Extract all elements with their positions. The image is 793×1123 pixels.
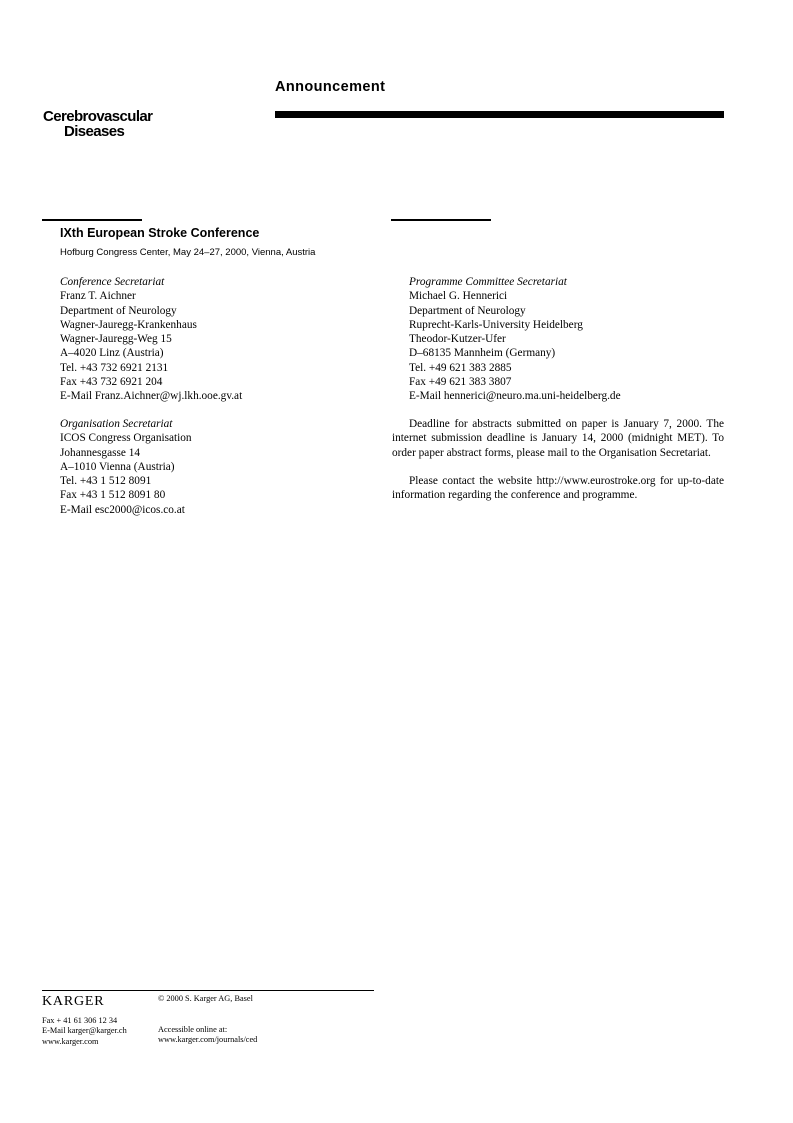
address-line: A–4020 Linz (Austria)	[60, 347, 164, 360]
phone-line: Tel. +43 732 6921 2131	[60, 361, 169, 374]
online-access	[158, 1025, 257, 1046]
column-rule-left	[42, 219, 142, 221]
publisher-contact	[42, 1016, 127, 1047]
fax-line: Fax +43 732 6921 204	[60, 376, 163, 389]
address-line: Michael G. Hennerici	[409, 290, 508, 303]
phone-line: Tel. +49 621 383 2885	[409, 361, 512, 374]
address-line: D–68135 Mannheim (Germany)	[409, 347, 556, 360]
header-rule	[275, 111, 724, 118]
journal-logo	[43, 109, 152, 139]
column-rule-right	[391, 219, 491, 221]
email-line: E-Mail esc2000@icos.co.at	[60, 503, 185, 516]
address-line: Department of Neurology	[409, 304, 526, 317]
programme-secretariat	[409, 275, 621, 404]
address-line: Wagner-Jauregg-Weg 15	[60, 333, 172, 346]
address-line: Wagner-Jauregg-Krankenhaus	[60, 318, 197, 331]
address-line: Ruprecht-Karls-University Heidelberg	[409, 318, 583, 331]
online-access-label: Accessible online at:	[158, 1025, 228, 1034]
footer-rule	[42, 990, 374, 991]
address-line: A–1010 Vienna (Austria)	[60, 460, 175, 473]
address-line: ICOS Congress Organisation	[60, 432, 192, 445]
phone-line: Tel. +43 1 512 8091	[60, 475, 152, 488]
journal-logo-line1: Cerebrovascular	[43, 108, 153, 125]
organisation-secretariat	[60, 417, 192, 517]
conference-secretariat-heading: Conference Secretariat	[60, 276, 165, 288]
deadline-paragraph: Deadline for abstracts submitted on paper is January 7, 2000. The internet submission deadline is January 14, 2000 (midnight MET). To order paper abstract forms, please mail to the Organisation Secretariat.	[392, 418, 724, 459]
fax-line: Fax +49 621 383 3807	[409, 376, 512, 389]
organisation-secretariat-heading: Organisation Secretariat	[60, 418, 173, 430]
section-label: Announcement	[275, 79, 386, 95]
publisher-email: E-Mail karger@karger.ch	[42, 1026, 127, 1036]
website-paragraph: Please contact the website http://www.eurostroke.org for up-to-date information regarding the conference and programme.	[392, 475, 724, 502]
publisher-fax: Fax + 41 61 306 12 34	[42, 1016, 118, 1025]
address-line: Franz T. Aichner	[60, 290, 136, 303]
programme-secretariat-heading: Programme Committee Secretariat	[409, 276, 567, 288]
journal-logo-line2: Diseases	[64, 123, 125, 140]
address-line: Theodor-Kutzer-Ufer	[409, 333, 506, 346]
publisher-website: www.karger.com	[42, 1036, 99, 1046]
address-line: Johannesgasse 14	[60, 446, 141, 459]
email-line: E-Mail hennerici@neuro.ma.uni-heidelberg.de	[409, 390, 621, 403]
karger-logo: KARGER	[42, 994, 105, 1009]
conference-subtitle: Hofburg Congress Center, May 24–27, 2000, Vienna, Austria	[60, 247, 316, 258]
address-line: Department of Neurology	[60, 304, 177, 317]
online-access-url: www.karger.com/journals/ced	[158, 1035, 258, 1045]
conference-secretariat	[60, 275, 242, 404]
email-line: E-Mail Franz.Aichner@wj.lkh.ooe.gv.at	[60, 390, 243, 403]
copyright: © 2000 S. Karger AG, Basel	[158, 994, 253, 1003]
fax-line: Fax +43 1 512 8091 80	[60, 489, 166, 502]
conference-title: IXth European Stroke Conference	[60, 226, 260, 240]
